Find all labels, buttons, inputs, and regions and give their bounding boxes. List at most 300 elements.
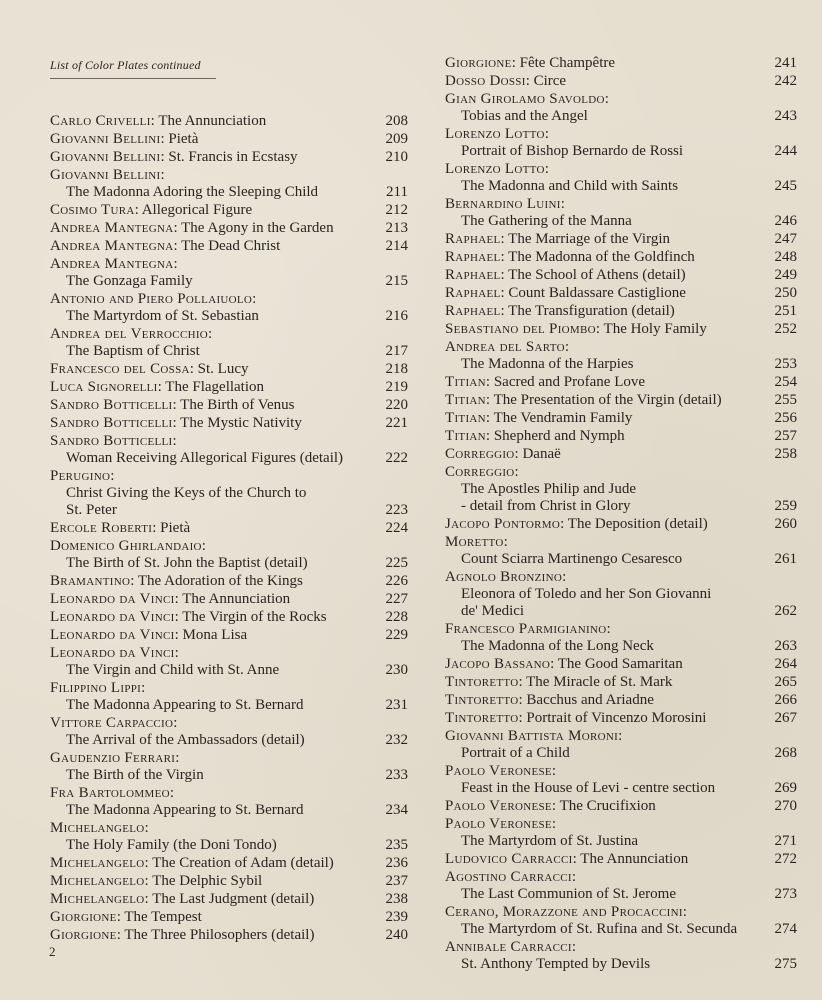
plate-title: The Gonzaga Family — [66, 273, 193, 289]
plate-page-number: 257 — [774, 428, 797, 444]
plate-page-number: 254 — [774, 374, 797, 390]
plate-title: The Miracle of St. Mark — [526, 674, 673, 690]
plate-title: Tobias and the Angel — [461, 108, 588, 124]
artist-name: Raphael — [445, 267, 501, 283]
plate-title: St. Lucy — [197, 361, 249, 377]
plate-entry — [50, 573, 408, 590]
plate-entry — [50, 873, 408, 890]
plate-entry-line: Raphael: The Madonna of the Goldfinch — [445, 249, 695, 265]
plate-title: Circe — [533, 73, 567, 89]
plate-entry — [445, 73, 797, 90]
artist-name: Ercole Roberti — [50, 520, 153, 536]
artist-name: Paolo Veronese — [445, 798, 552, 814]
plate-entry-line: Tintoretto: The Miracle of St. Mark — [445, 674, 673, 690]
plate-page-number: 241 — [774, 55, 797, 71]
plate-entry — [50, 149, 408, 166]
artist-name: Leonardo da Vinci — [50, 609, 175, 625]
plate-entry — [50, 715, 408, 749]
plate-page-number: 218 — [385, 361, 408, 377]
plate-entry-line: Giorgione: Fête Champêtre — [445, 55, 616, 71]
artist-heading: Fra Bartolommeo: — [50, 785, 175, 801]
plate-entry — [50, 113, 408, 130]
plate-entry-line: Raphael: The Transfiguration (detail) — [445, 303, 675, 319]
plate-title: Danaë — [522, 446, 561, 462]
plate-entry — [445, 446, 797, 463]
plate-entry — [445, 692, 797, 709]
plate-title: The Martyrdom of St. Sebastian — [66, 308, 259, 324]
plate-title: - detail from Christ in Glory — [461, 498, 631, 514]
plate-entry — [445, 392, 797, 409]
plate-title: The Holy Family — [603, 321, 707, 337]
plate-title: The Flagellation — [165, 379, 265, 395]
plate-entry — [445, 91, 797, 125]
plate-title: The Holy Family (the Doni Tondo) — [66, 837, 277, 853]
artist-heading: Domenico Ghirlandaio: — [50, 538, 206, 554]
plate-entry-line: Carlo Crivelli: The Annunciation — [50, 113, 267, 129]
plate-page-number: 219 — [385, 379, 408, 395]
plate-page-number: 234 — [385, 802, 408, 818]
artist-name: Jacopo Bassano — [445, 656, 551, 672]
artist-name: Giorgione — [445, 55, 512, 71]
artist-heading: Cerano, Morazzone and Procaccini: — [445, 904, 687, 920]
plate-entry-line: Leonardo da Vinci: The Virgin of the Rocks — [50, 609, 327, 625]
artist-name: Giorgione — [50, 909, 117, 925]
plate-title: The Last Judgment (detail) — [152, 891, 315, 907]
plate-page-number: 242 — [774, 73, 797, 89]
plate-entry-line: Cosimo Tura: Allegorical Figure — [50, 202, 253, 218]
artist-heading: Andrea del Verrocchio: — [50, 326, 213, 342]
artist-name: Francesco del Cossa — [50, 361, 190, 377]
plate-entry — [445, 374, 797, 391]
artist-name: Raphael — [445, 249, 501, 265]
plate-page-number: 258 — [774, 446, 797, 462]
plate-page-number: 239 — [385, 909, 408, 925]
plate-entry — [445, 534, 797, 568]
plate-title: Count Baldassare Castiglione — [508, 285, 686, 301]
artist-name: Giorgione — [50, 927, 117, 943]
plate-title: Allegorical Figure — [141, 202, 253, 218]
plate-title: The Presentation of the Virgin (detail) — [493, 392, 722, 408]
artist-name: Fra Bartolommeo — [50, 785, 170, 801]
artist-heading: Gaudenzio Ferrari: — [50, 750, 180, 766]
plate-entry — [50, 415, 408, 432]
artist-heading: Giovanni Bellini: — [50, 167, 165, 183]
plate-title: The Birth of Venus — [180, 397, 295, 413]
artist-name: Sandro Botticelli — [50, 397, 173, 413]
plate-title: The Annunciation — [158, 113, 267, 129]
plate-entry — [445, 231, 797, 248]
plate-page-number: 238 — [385, 891, 408, 907]
artist-heading: Perugino: — [50, 468, 115, 484]
artist-name: Annibale Carracci — [445, 939, 572, 955]
plate-entry — [50, 397, 408, 414]
plate-page-number: 214 — [385, 238, 408, 254]
artist-name: Lorenzo Lotto — [445, 126, 545, 142]
plate-entry — [50, 220, 408, 237]
artist-name: Correggio — [445, 464, 515, 480]
artist-name: Tintoretto — [445, 710, 519, 726]
artist-heading: Francesco Parmigianino: — [445, 621, 611, 637]
plate-title: The Martyrdom of St. Rufina and St. Secunda — [461, 921, 738, 937]
plate-entry — [50, 750, 408, 784]
plate-page-number: 271 — [774, 833, 797, 849]
plate-page-number: 263 — [774, 638, 797, 654]
plate-title: Eleonora of Toledo and her Son Giovanni — [461, 586, 712, 602]
artist-name: Correggio — [445, 446, 515, 462]
plate-page-number: 268 — [774, 745, 797, 761]
plate-entry-line: Bramantino: The Adoration of the Kings — [50, 573, 303, 589]
artist-name: Leonardo da Vinci — [50, 591, 175, 607]
plate-title: Feast in the House of Levi - centre section — [461, 780, 716, 796]
plate-entry-line: Giovanni Bellini: St. Francis in Ecstasy — [50, 149, 298, 165]
artist-name: Giovanni Battista Moroni — [445, 728, 619, 744]
artist-heading: Correggio: — [445, 464, 519, 480]
plate-entry — [445, 763, 797, 797]
plate-entry — [445, 267, 797, 284]
artist-name: Francesco Parmigianino — [445, 621, 607, 637]
artist-name: Carlo Crivelli — [50, 113, 151, 129]
plate-entry-line: Titian: Sacred and Profane Love — [445, 374, 646, 390]
artist-name: Luca Signorelli — [50, 379, 158, 395]
plate-page-number: 228 — [385, 609, 408, 625]
plates-list-left-column — [50, 113, 408, 945]
plate-title: The Delphic Sybil — [152, 873, 263, 889]
plate-page-number: 255 — [774, 392, 797, 408]
plate-entry — [445, 303, 797, 320]
plate-page-number: 266 — [774, 692, 797, 708]
plate-title: The Dead Christ — [181, 238, 281, 254]
plate-page-number: 231 — [385, 697, 408, 713]
plate-page-number: 260 — [774, 516, 797, 532]
running-head-rule — [50, 78, 216, 79]
artist-heading: Paolo Veronese: — [445, 816, 557, 832]
plate-page-number: 274 — [774, 921, 797, 937]
artist-name: Michelangelo — [50, 855, 145, 871]
plate-page-number: 264 — [774, 656, 797, 672]
plate-title: The Madonna Appearing to St. Bernard — [66, 802, 304, 818]
plate-page-number: 249 — [774, 267, 797, 283]
plate-entry-line: Giorgione: The Three Philosophers (detail) — [50, 927, 315, 943]
artist-name: Domenico Ghirlandaio — [50, 538, 202, 554]
plate-entry — [445, 621, 797, 655]
plate-entry — [50, 433, 408, 467]
plate-entry-line: Michelangelo: The Last Judgment (detail) — [50, 891, 315, 907]
artist-name: Agostino Carracci — [445, 869, 572, 885]
artist-heading: Leonardo da Vinci: — [50, 645, 179, 661]
plate-entry — [50, 591, 408, 608]
artist-name: Agnolo Bronzino — [445, 569, 563, 585]
artist-name: Perugino — [50, 468, 111, 484]
artist-name: Leonardo da Vinci — [50, 645, 175, 661]
plate-entry-line: Francesco del Cossa: St. Lucy — [50, 361, 249, 377]
plate-page-number: 217 — [385, 343, 408, 359]
plate-entry-line: Ludovico Carracci: The Annunciation — [445, 851, 689, 867]
plate-title: The Annunciation — [182, 591, 291, 607]
plate-entry — [50, 361, 408, 378]
plate-page-number: 267 — [774, 710, 797, 726]
plate-entry-line: Titian: Shepherd and Nymph — [445, 428, 625, 444]
artist-name: Antonio and Piero Pollaiuolo — [50, 291, 253, 307]
plate-entry — [445, 410, 797, 427]
plate-entry-line: Giorgione: The Tempest — [50, 909, 202, 925]
artist-heading: Gian Girolamo Savoldo: — [445, 91, 609, 107]
artist-heading: Antonio and Piero Pollaiuolo: — [50, 291, 257, 307]
plate-entry-line: Giovanni Bellini: Pietà — [50, 131, 199, 147]
artist-heading: Andrea Mantegna: — [50, 256, 178, 272]
artist-name: Gaudenzio Ferrari — [50, 750, 176, 766]
plate-page-number: 269 — [774, 780, 797, 796]
artist-name: Raphael — [445, 231, 501, 247]
plate-entry — [445, 516, 797, 533]
plate-title: de' Medici — [461, 603, 525, 619]
artist-name: Sebastiano del Piombo — [445, 321, 596, 337]
plate-page-number: 208 — [385, 113, 408, 129]
plate-title: Count Sciarra Martinengo Cesaresco — [461, 551, 683, 567]
plate-entry — [50, 891, 408, 908]
plate-title: The Vendramin Family — [493, 410, 633, 426]
plate-entry-line: Tintoretto: Portrait of Vincenzo Morosini — [445, 710, 707, 726]
plate-entry — [445, 321, 797, 338]
plate-page-number: 253 — [774, 356, 797, 372]
artist-name: Titian — [445, 410, 486, 426]
plate-title: The Marriage of the Virgin — [508, 231, 670, 247]
artist-name: Dosso Dossi — [445, 73, 526, 89]
plate-page-number: 220 — [385, 397, 408, 413]
plate-title: The Madonna of the Harpies — [461, 356, 634, 372]
plate-page-number: 237 — [385, 873, 408, 889]
plate-entry — [50, 927, 408, 944]
plate-page-number: 246 — [774, 213, 797, 229]
plate-entry — [50, 167, 408, 201]
artist-heading: Lorenzo Lotto: — [445, 161, 549, 177]
plate-title: The Madonna and Child with Saints — [461, 178, 679, 194]
plate-entry — [50, 627, 408, 644]
plate-page-number: 221 — [385, 415, 408, 431]
plate-title: The Gathering of the Manna — [461, 213, 632, 229]
plate-title: Woman Receiving Allegorical Figures (detail) — [66, 450, 344, 466]
artist-heading: Andrea del Sarto: — [445, 339, 570, 355]
plate-entry-line: Jacopo Bassano: The Good Samaritan — [445, 656, 683, 672]
plate-title: The Birth of the Virgin — [66, 767, 204, 783]
plate-entry — [50, 645, 408, 679]
plate-page-number: 235 — [385, 837, 408, 853]
plate-title: St. Peter — [66, 502, 117, 518]
plate-entry-line: Dosso Dossi: Circe — [445, 73, 567, 89]
plate-title: The Madonna Appearing to St. Bernard — [66, 697, 304, 713]
artist-name: Giovanni Bellini — [50, 131, 161, 147]
plate-entry — [445, 851, 797, 868]
plate-title: Portrait of a Child — [461, 745, 570, 761]
plate-page-number: 223 — [385, 502, 408, 518]
plate-page-number: 247 — [774, 231, 797, 247]
plate-page-number: 273 — [774, 886, 797, 902]
plate-entry — [50, 379, 408, 396]
plate-title: The Tempest — [124, 909, 202, 925]
artist-name: Andrea Mantegna — [50, 256, 174, 272]
plate-title: The Good Samaritan — [557, 656, 683, 672]
plate-entry — [445, 339, 797, 373]
plate-entry — [445, 939, 797, 973]
plate-page-number: 210 — [385, 149, 408, 165]
plate-entry — [445, 161, 797, 195]
plate-entry — [50, 131, 408, 148]
plate-entry-line: Andrea Mantegna: The Dead Christ — [50, 238, 281, 254]
artist-name: Titian — [445, 374, 486, 390]
plate-title: The Last Communion of St. Jerome — [461, 886, 676, 902]
artist-heading: Michelangelo: — [50, 820, 149, 836]
plate-title: St. Anthony Tempted by Devils — [461, 956, 651, 972]
artist-name: Sandro Botticelli — [50, 433, 173, 449]
artist-name: Leonardo da Vinci — [50, 627, 175, 643]
plate-page-number: 212 — [385, 202, 408, 218]
plate-page-number: 225 — [385, 555, 408, 571]
plate-title: Pietà — [168, 131, 199, 147]
running-head: List of Color Plates continued — [50, 58, 201, 72]
plate-title: The Apostles Philip and Jude — [461, 481, 636, 497]
plate-title: The Deposition (detail) — [567, 516, 708, 532]
page-number: 2 — [49, 944, 56, 959]
plate-page-number: 262 — [774, 603, 797, 619]
plate-title: The Arrival of the Ambassadors (detail) — [66, 732, 305, 748]
plate-entry-line: Sandro Botticelli: The Mystic Nativity — [50, 415, 302, 431]
artist-heading: Giovanni Battista Moroni: — [445, 728, 623, 744]
plate-title: The Three Philosophers (detail) — [124, 927, 315, 943]
plate-page-number: 252 — [774, 321, 797, 337]
artist-heading: Agostino Carracci: — [445, 869, 577, 885]
plate-entry-line: Ercole Roberti: Pietà — [50, 520, 191, 536]
plate-title: St. Francis in Ecstasy — [168, 149, 298, 165]
plate-entry — [445, 249, 797, 266]
plate-title: The School of Athens (detail) — [508, 267, 686, 283]
plate-entry-line: Leonardo da Vinci: The Annunciation — [50, 591, 291, 607]
plate-title: The Adoration of the Kings — [137, 573, 303, 589]
plate-title: The Crucifixion — [559, 798, 656, 814]
artist-heading: Sandro Botticelli: — [50, 433, 177, 449]
plate-page-number: 213 — [385, 220, 408, 236]
plate-entry-line: Raphael: The Marriage of the Virgin — [445, 231, 670, 247]
plate-page-number: 236 — [385, 855, 408, 871]
artist-heading: Lorenzo Lotto: — [445, 126, 549, 142]
artist-name: Michelangelo — [50, 820, 145, 836]
plate-page-number: 233 — [385, 767, 408, 783]
plate-title: The Virgin and Child with St. Anne — [66, 662, 280, 678]
plate-entry-line: Sebastiano del Piombo: The Holy Family — [445, 321, 707, 337]
plate-page-number: 243 — [774, 108, 797, 124]
plate-entry-line: Michelangelo: The Delphic Sybil — [50, 873, 263, 889]
artist-name: Giovanni Bellini — [50, 149, 161, 165]
plate-title: The Mystic Nativity — [180, 415, 302, 431]
artist-name: Michelangelo — [50, 873, 145, 889]
plate-entry-line: Tintoretto: Bacchus and Ariadne — [445, 692, 654, 708]
plate-entry — [445, 869, 797, 903]
plate-title: Portrait of Bishop Bernardo de Rossi — [461, 143, 684, 159]
plate-title: Portrait of Vincenzo Morosini — [526, 710, 707, 726]
plate-page-number: 209 — [385, 131, 408, 147]
plate-title: Christ Giving the Keys of the Church to — [66, 485, 307, 501]
plate-title: Mona Lisa — [182, 627, 248, 643]
plate-title: Fête Champêtre — [519, 55, 616, 71]
artist-name: Cosimo Tura — [50, 202, 135, 218]
artist-name: Paolo Veronese — [445, 763, 552, 779]
plate-page-number: 232 — [385, 732, 408, 748]
artist-heading: Agnolo Bronzino: — [445, 569, 567, 585]
artist-name: Moretto — [445, 534, 504, 550]
plate-title: The Madonna of the Goldfinch — [508, 249, 695, 265]
plate-title: Pietà — [160, 520, 191, 536]
plate-entry — [445, 656, 797, 673]
plate-entry — [445, 798, 797, 815]
plate-entry-line: Titian: The Vendramin Family — [445, 410, 633, 426]
plate-entry — [445, 728, 797, 762]
plate-page-number: 270 — [774, 798, 797, 814]
plate-entry — [445, 55, 797, 72]
plate-page-number: 259 — [774, 498, 797, 514]
artist-name: Bramantino — [50, 573, 131, 589]
artist-name: Andrea Mantegna — [50, 238, 174, 254]
plate-entry — [50, 785, 408, 819]
artist-name: Vittore Carpaccio — [50, 715, 174, 731]
plate-entry-line: Correggio: Danaë — [445, 446, 561, 462]
plate-page-number: 265 — [774, 674, 797, 690]
artist-heading: Annibale Carracci: — [445, 939, 577, 955]
plate-entry-line: Luca Signorelli: The Flagellation — [50, 379, 265, 395]
plate-entry — [445, 674, 797, 691]
artist-name: Tintoretto — [445, 692, 519, 708]
plate-title: Bacchus and Ariadne — [526, 692, 654, 708]
plate-page-number: 230 — [385, 662, 408, 678]
artist-name: Bernardino Luini — [445, 196, 561, 212]
artist-heading: Bernardino Luini: — [445, 196, 565, 212]
plate-title: The Baptism of Christ — [66, 343, 200, 359]
plate-page-number: 248 — [774, 249, 797, 265]
plate-page-number: 251 — [774, 303, 797, 319]
artist-name: Sandro Botticelli — [50, 415, 173, 431]
plate-entry-line: Sandro Botticelli: The Birth of Venus — [50, 397, 295, 413]
plate-entry — [445, 710, 797, 727]
artist-name: Filippino Lippi — [50, 680, 142, 696]
plates-list-right-column — [445, 55, 797, 974]
plate-page-number: 250 — [774, 285, 797, 301]
artist-name: Ludovico Carracci — [445, 851, 573, 867]
plate-title: The Creation of Adam (detail) — [152, 855, 334, 871]
plate-title: Shepherd and Nymph — [493, 428, 625, 444]
plate-entry-line: Jacopo Pontormo: The Deposition (detail) — [445, 516, 708, 532]
artist-name: Titian — [445, 428, 486, 444]
plate-entry-line: Michelangelo: The Creation of Adam (detail) — [50, 855, 334, 871]
plate-title: The Agony in the Garden — [181, 220, 334, 236]
artist-name: Giovanni Bellini — [50, 167, 161, 183]
plate-title: The Birth of St. John the Baptist (detail) — [66, 555, 308, 571]
artist-name: Andrea del Sarto — [445, 339, 565, 355]
artist-name: Raphael — [445, 303, 501, 319]
artist-name: Cerano, Morazzone and Procaccini — [445, 904, 683, 920]
plate-entry — [445, 428, 797, 445]
plate-title: The Transfiguration (detail) — [508, 303, 675, 319]
plate-title: Sacred and Profane Love — [493, 374, 646, 390]
plate-entry — [50, 609, 408, 626]
artist-name: Andrea Mantegna — [50, 220, 174, 236]
plate-page-number: 256 — [774, 410, 797, 426]
artist-name: Jacopo Pontormo — [445, 516, 561, 532]
plate-page-number: 227 — [385, 591, 408, 607]
plate-entry — [50, 680, 408, 714]
plate-page-number: 216 — [385, 308, 408, 324]
plate-entry-line: Andrea Mantegna: The Agony in the Garden — [50, 220, 334, 236]
plate-entry — [445, 285, 797, 302]
plate-page-number: 275 — [774, 956, 797, 972]
plate-entry — [445, 196, 797, 230]
artist-name: Raphael — [445, 285, 501, 301]
